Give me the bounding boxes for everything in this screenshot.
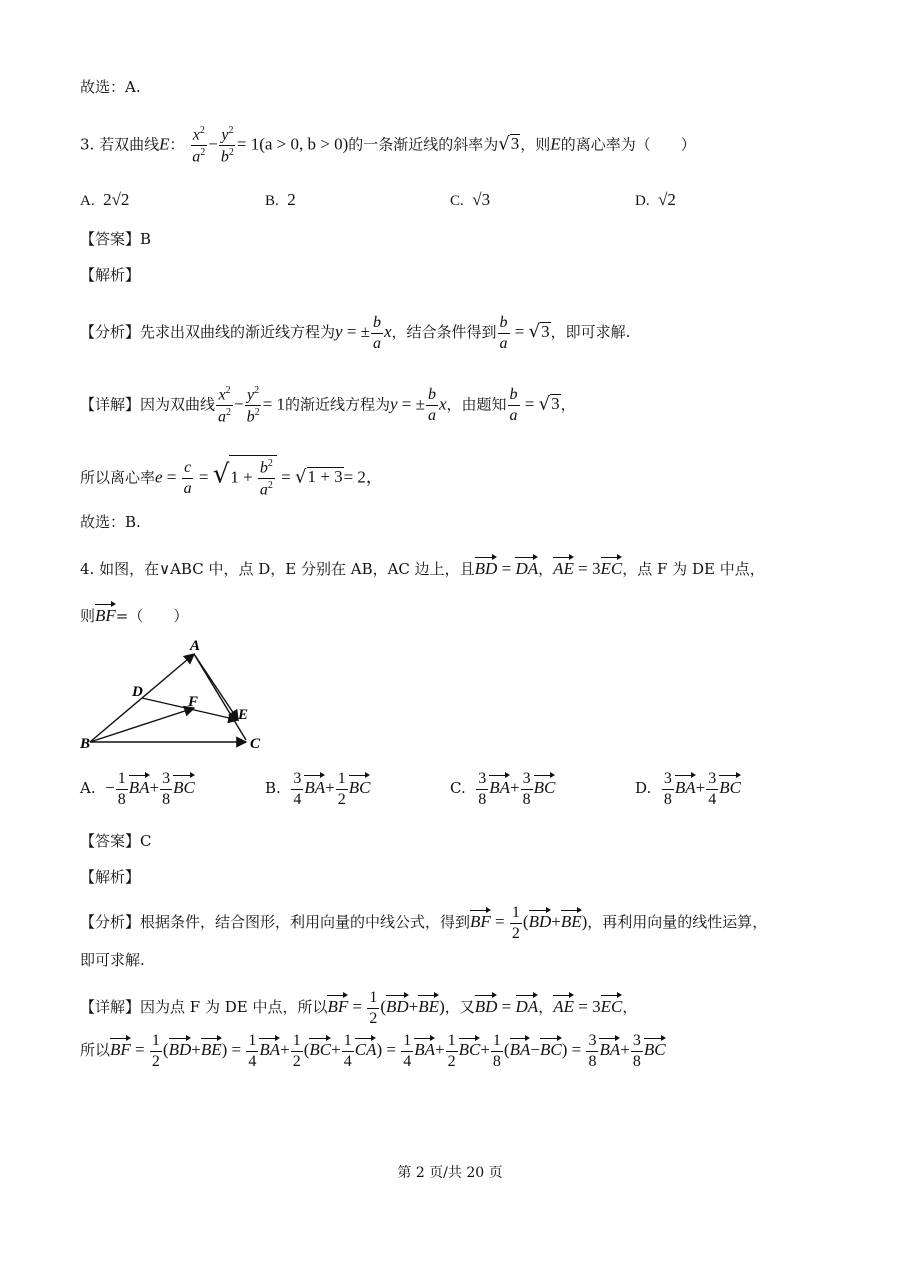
- q3-option-a[interactable]: A. 2√2: [80, 190, 130, 209]
- label-a: A: [190, 638, 201, 654]
- q4-fenxi-line2: 即可求解.: [80, 951, 145, 969]
- q3-answer: 【答案】B: [80, 230, 152, 248]
- q4-fenxi: 【分析】根据条件，结合图形，利用向量的中线公式，得到BF = $\frac{1}{2}$ (BD+BE)，再利用向量的线性运算，: [80, 904, 768, 942]
- prev-conclusion: 故选：A.: [80, 78, 141, 96]
- q4-answer: 【答案】C: [80, 832, 152, 850]
- q3-option-d[interactable]: D. √2: [635, 190, 676, 209]
- label-b: B: [80, 736, 91, 752]
- q4-option-a[interactable]: A. − $\frac{1}{8}$ BA+ $\frac{3}{8}$ BC: [80, 770, 195, 808]
- q4-option-c[interactable]: C. $\frac{3}{8}$ BA+ $\frac{3}{8}$ BC: [450, 770, 556, 808]
- q3-option-b[interactable]: B. 2: [265, 190, 296, 209]
- q4-xiangjie: 【详解】因为点 F 为 DE 中点，所以BF = $\frac{1}{2}$ (BD+BE)，又BD = DA，AE = 3EC，: [80, 989, 638, 1027]
- label-c: C: [250, 736, 261, 752]
- vector-bf: [90, 708, 194, 742]
- vector-ae-arrow: [194, 654, 238, 720]
- label-e: E: [238, 707, 249, 723]
- q4-final-derivation: 所以BF = $\frac{1}{2}$ (BD+BE) = $\frac{1}{4}$ BA+ $\frac{1}{2}$ (BC+ $\frac{1}{4}$ CA) = $\frac{1}{4}$ BA+ $\frac{1}{2}$ BC+ $\frac{1}{8}$ (BA−BC) = $\frac{3}{8}$ BA+ $\frac{3}{8}$ BC: [80, 1032, 666, 1070]
- q4-stem-line2: 则BF=（ ）: [80, 606, 189, 625]
- page-footer: 第 2 页/共 20 页: [397, 1165, 503, 1181]
- q4-option-d[interactable]: D. $\frac{3}{8}$ BA+ $\frac{3}{4}$ BC: [635, 770, 741, 808]
- q4-stem: 4. 如图，在∨ABC 中，点 D，E 分别在 AB，AC 边上，且BD = DA，AE = 3EC，点 F 为 DE 中点，: [80, 559, 765, 578]
- q3-stem: 3. 若双曲线E： $\frac{x^2}{a^2}$ − $\frac{y^2}{b^2}$ = 1(a > 0, b > 0)的一条渐近线的斜率为√3，则E的离心率为（ ）: [80, 125, 696, 166]
- q3-option-c[interactable]: C. √3: [450, 190, 491, 209]
- q3-analysis-head: 【解析】: [80, 266, 141, 284]
- label-f: F: [188, 694, 199, 710]
- q4-triangle-figure: [78, 634, 278, 754]
- q3-conclusion: 故选：B.: [80, 513, 141, 531]
- q3-eccentricity: 所以离心率e = $\frac{c}{a}$ = √1 + $\frac{b^2}{a^2}$ = √1 + 3= 2，: [80, 455, 383, 499]
- q4-option-b[interactable]: B. $\frac{3}{4}$ BA+ $\frac{1}{2}$ BC: [265, 770, 371, 808]
- label-d: D: [132, 684, 143, 700]
- q4-analysis-head: 【解析】: [80, 868, 141, 886]
- q3-xiangjie: 【详解】因为双曲线 $\frac{x^2}{a^2}$ − $\frac{y^2}{b^2}$ = 1的渐近线方程为y = ± $\frac{b}{a}$ x，由题知 $\frac{b}{a}$ = √3，: [80, 385, 576, 426]
- q3-fenxi: 【分析】先求出双曲线的渐近线方程为y = ± $\frac{b}{a}$ x，结合条件得到 $\frac{b}{a}$ = √3，即可求解.: [80, 314, 631, 352]
